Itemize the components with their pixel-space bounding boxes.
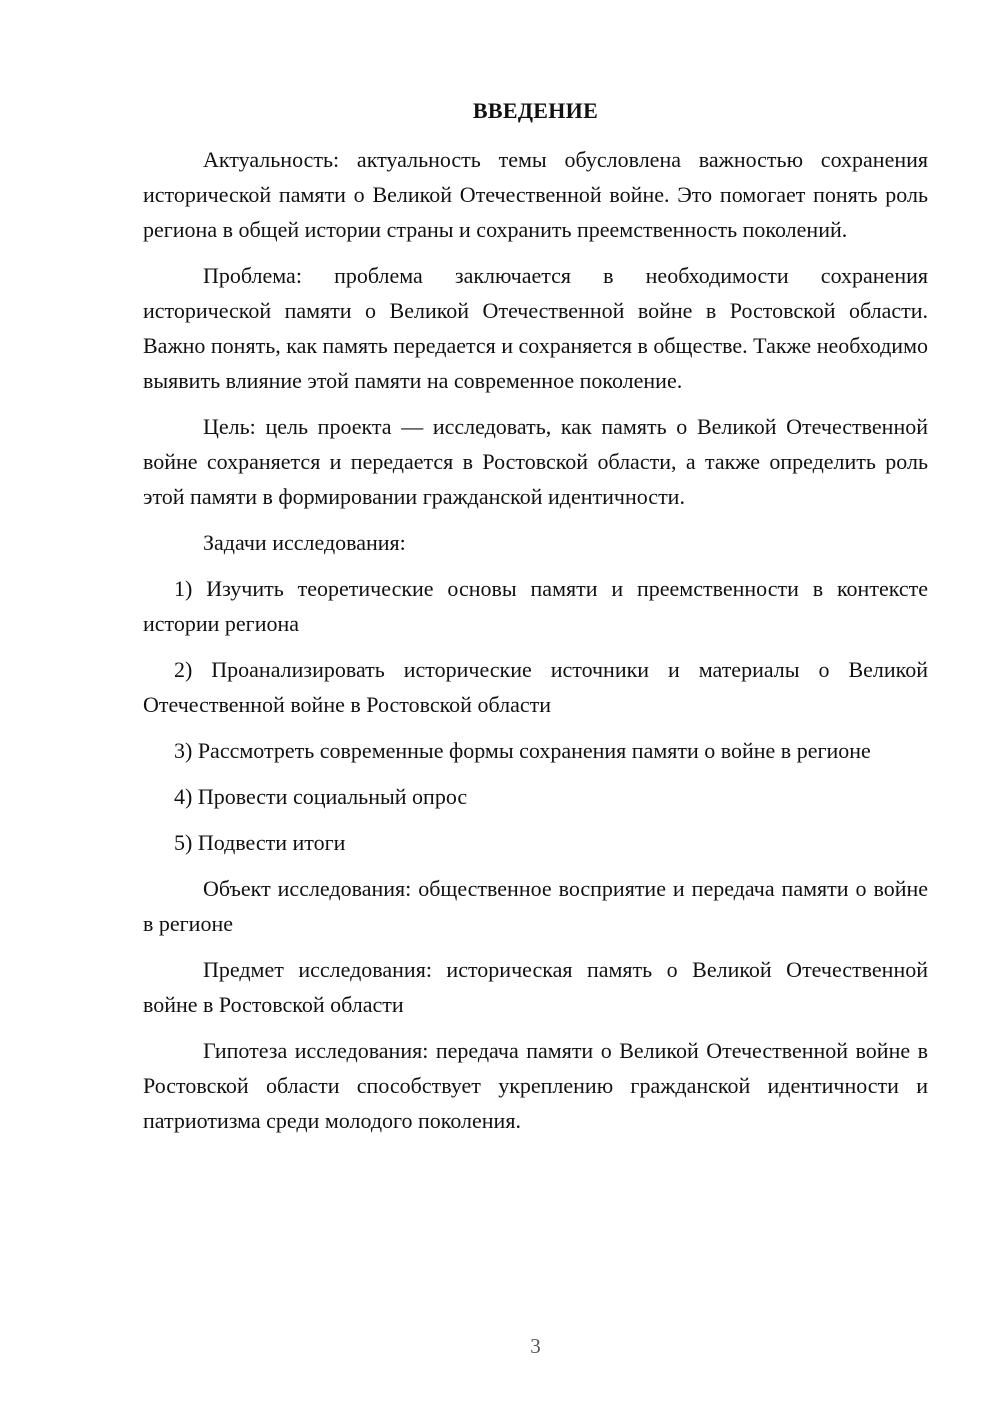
paragraph-object: Объект исследования: общественное восприятие и передача памяти о войне в регионе <box>143 876 928 936</box>
document-body <box>143 142 928 1149</box>
document-page <box>143 0 928 1414</box>
list-item: 5) Подвести итоги <box>174 830 346 855</box>
list-item: 1) Изучить теоретические основы памяти и преемственности в контексте истории региона <box>143 576 928 636</box>
paragraph-relevance: Актуальность: актуальность темы обусловлена важностью сохранения исторической памяти о Великой Отечественной войне. Это помогает понять роль региона в общей истории страны и сохранить преемственность поколений. <box>143 147 928 242</box>
paragraph-subject: Предмет исследования: историческая память о Великой Отечественной войне в Ростовской области <box>143 957 928 1017</box>
page-number: 3 <box>530 1334 541 1358</box>
list-item: 4) Провести социальный опрос <box>174 784 468 809</box>
paragraph-tasks-heading: Задачи исследования: <box>203 530 406 555</box>
list-item: 2) Проанализировать исторические источники и материалы о Великой Отечественной войне в Ростовской области <box>143 657 928 717</box>
paragraph-hypothesis: Гипотеза исследования: передача памяти о Великой Отечественной войне в Ростовской области способствует укреплению гражданской идентичности и патриотизма среди молодого поколения. <box>143 1038 928 1133</box>
page-title: ВВЕДЕНИЕ <box>472 98 599 123</box>
list-item: 3) Рассмотреть современные формы сохранения памяти о войне в регионе <box>174 738 871 763</box>
paragraph-problem: Проблема: проблема заключается в необходимости сохранения исторической памяти о Великой Отечественной войне в Ростовской области. Важно понять, как память передается и сохраняется в обществе. Также необходимо выявить влияние этой памяти на современное поколение. <box>143 263 929 393</box>
paragraph-goal: Цель: цель проекта — исследовать, как память о Великой Отечественной войне сохраняется и передается в Ростовской области, а также определить роль этой памяти в формировании гражданской идентичности. <box>143 414 928 509</box>
